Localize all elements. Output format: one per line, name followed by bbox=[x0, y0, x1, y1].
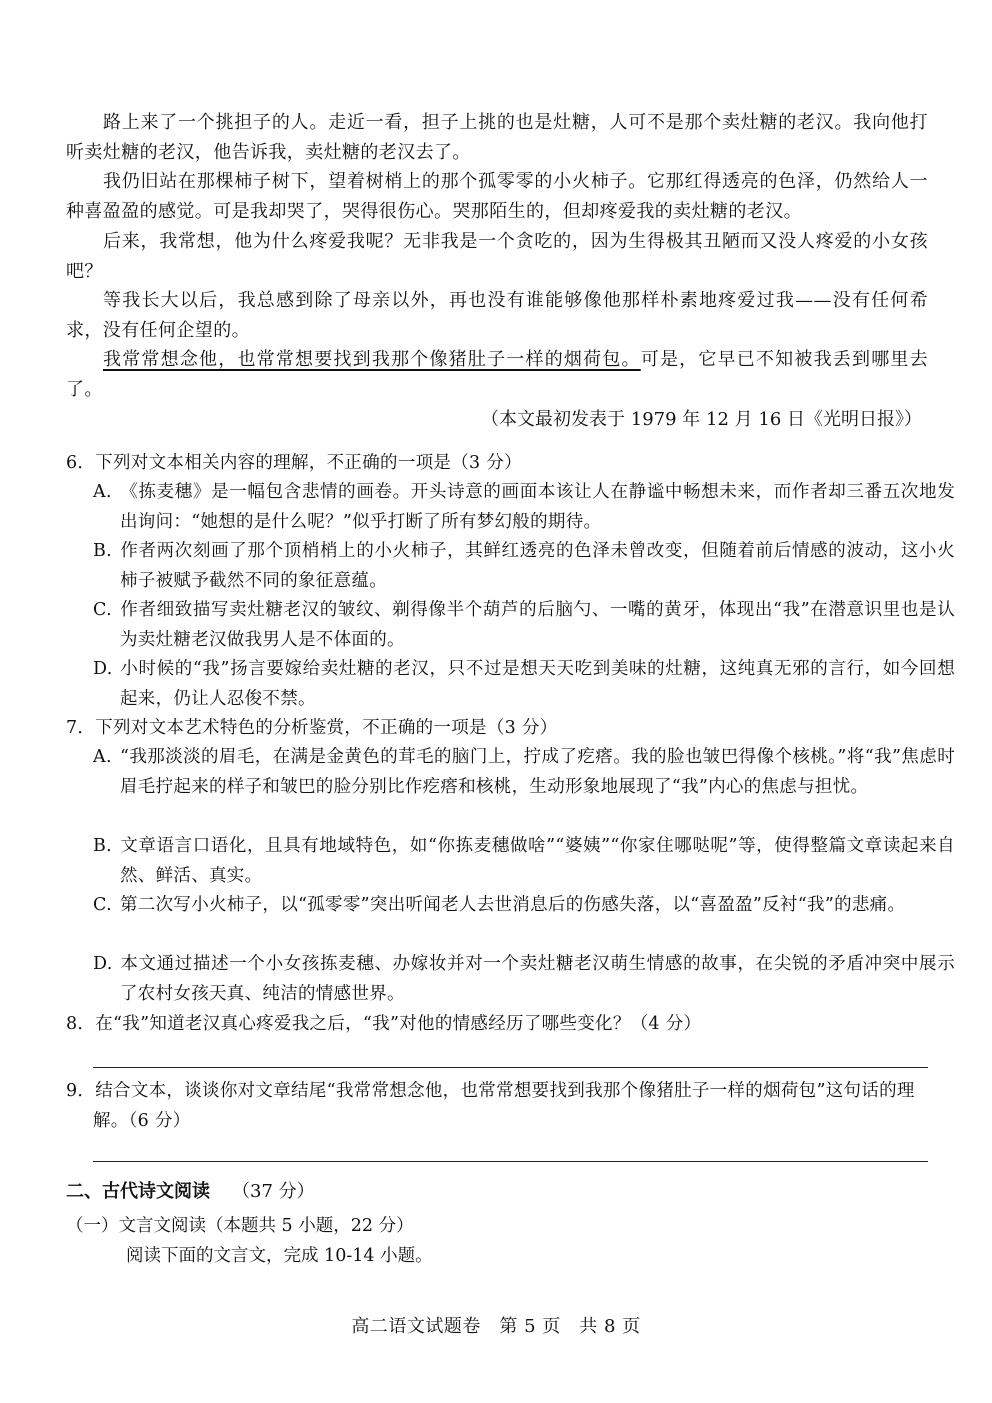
passage-paragraph-1: 路上来了一个挑担子的人。走近一看，担子上挑的也是灶糖，人可不是那个卖灶糖的老汉。我向他打听卖灶糖的老汉，他告诉我，卖灶糖的老汉去了。 bbox=[66, 112, 928, 163]
question-7-option-d bbox=[93, 950, 955, 1009]
passage-paragraph-2: 我仍旧站在那棵柿子树下，望着树梢上的那个孤零零的小火柿子。它那红得透亮的色泽，仍然给人一种喜盈盈的感觉。可是我却哭了，哭得很伤心。哭那陌生的，但却疼爱我的卖灶糖的老汉。 bbox=[66, 171, 928, 222]
subsection-1-heading: （一）文言文阅读（本题共 5 小题，22 分） bbox=[66, 1216, 414, 1236]
question-9-stem: 9．结合文本，谈谈你对文章结尾“我常常想念他，也常常想要找到我那个像猪肚子一样的烟荷包”这句话的理解。（6 分） bbox=[66, 1081, 915, 1131]
question-7-option-a bbox=[93, 743, 955, 802]
option-label: A. bbox=[93, 482, 112, 502]
question-8-answer-line[interactable] bbox=[93, 1067, 928, 1068]
option-label: A. bbox=[93, 747, 112, 767]
section-2-points: （37 分） bbox=[232, 1181, 315, 1202]
option-text: 小时候的“我”扬言要嫁给卖灶糖的老汉，只不过是想天天吃到美味的灶糖，这纯真无邪的言行，如今回想起来，仍让人忍俊不禁。 bbox=[120, 659, 955, 709]
option-label: B. bbox=[93, 836, 113, 856]
question-9-answer-line[interactable] bbox=[93, 1161, 928, 1162]
question-7-stem: 7．下列对文本艺术特色的分析鉴赏，不正确的一项是（3 分） bbox=[66, 718, 558, 738]
option-label: B. bbox=[93, 541, 113, 561]
passage-paragraph-5-rest: 可是，它早已不知被我丢到哪里去了。 bbox=[66, 349, 928, 400]
question-6-option-c bbox=[93, 596, 955, 655]
option-text: 作者两次刻画了那个顶梢梢上的小火柿子，其鲜红透亮的色泽未曾改变，但随着前后情感的波动，这小火柿子被赋予截然不同的象征意蕴。 bbox=[120, 541, 955, 591]
page-footer: 高二语文试题卷 第 5 页 共 8 页 bbox=[351, 1316, 641, 1337]
option-text: 第二次写小火柿子，以“孤零零”突出听闻老人去世消息后的伤感失落，以“喜盈盈”反衬“我”的悲痛。 bbox=[120, 895, 906, 915]
question-6-option-a bbox=[93, 478, 955, 537]
question-6-option-b bbox=[93, 537, 955, 596]
source-note: （本文最初发表于 1979 年 12 月 16 日《光明日报》） bbox=[481, 409, 922, 430]
option-label: D. bbox=[93, 954, 113, 974]
underlined-sentence: 我常常想念他，也常常想要找到我那个像猪肚子一样的烟荷包。 bbox=[103, 349, 641, 370]
question-7-option-c bbox=[93, 891, 955, 921]
option-label: D. bbox=[93, 659, 113, 679]
section-2-heading bbox=[66, 1177, 315, 1206]
option-text: “我那淡淡的眉毛，在满是金黄色的茸毛的脑门上，拧成了疙瘩。我的脸也皱巴得像个核桃。”将“我”焦虑时眉毛拧起来的样子和皱巴的脸分别比作疙瘩和核桃，生动形象地展现了“我”内心的焦虑与担忧。 bbox=[120, 747, 955, 797]
question-7-option-b bbox=[93, 832, 955, 891]
passage-paragraph-4: 等我长大以后，我总感到除了母亲以外，再也没有谁能够像他那样朴素地疼爱过我——没有任何希求，没有任何企望的。 bbox=[66, 290, 928, 341]
option-label: C. bbox=[93, 895, 112, 915]
option-text: 文章语言口语化，且具有地域特色，如“你拣麦穗做啥”“婆姨”“你家住哪哒呢”等，使得整篇文章读起来自然、鲜活、真实。 bbox=[120, 836, 955, 886]
section-2-title: 二、古代诗文阅读 bbox=[66, 1181, 210, 1202]
option-label: C. bbox=[93, 600, 112, 620]
question-6-stem: 6．下列对文本相关内容的理解，不正确的一项是（3 分） bbox=[66, 453, 522, 473]
option-text: 作者细致描写卖灶糖老汉的皱纹、剃得像半个葫芦的后脑勺、一嘴的黄牙，体现出“我”在潜意识里也是认为卖灶糖老汉做我男人是不体面的。 bbox=[120, 600, 955, 650]
passage-paragraph-5 bbox=[66, 345, 928, 404]
passage-paragraph-3: 后来，我常想，他为什么疼爱我呢？无非我是一个贪吃的，因为生得极其丑陋而又没人疼爱的小女孩吧？ bbox=[66, 231, 928, 282]
option-text: 《拣麦穗》是一幅包含悲情的画卷。开头诗意的画面本该让人在静谧中畅想未来，而作者却三番五次地发出询问：“她想的是什么呢？”似乎打断了所有梦幻般的期待。 bbox=[120, 482, 955, 532]
option-text: 本文通过描述一个小女孩拣麦穗、办嫁妆并对一个卖灶糖老汉萌生情感的故事，在尖锐的矛盾冲突中展示了农村女孩天真、纯洁的情感世界。 bbox=[120, 954, 955, 1004]
question-8-stem: 8．在“我”知道老汉真心疼爱我之后，“我”对他的情感经历了哪些变化？（4 分） bbox=[66, 1014, 702, 1034]
reading-instruction: 阅读下面的文言文，完成 10-14 小题。 bbox=[126, 1246, 433, 1266]
question-6-option-d bbox=[93, 655, 955, 714]
